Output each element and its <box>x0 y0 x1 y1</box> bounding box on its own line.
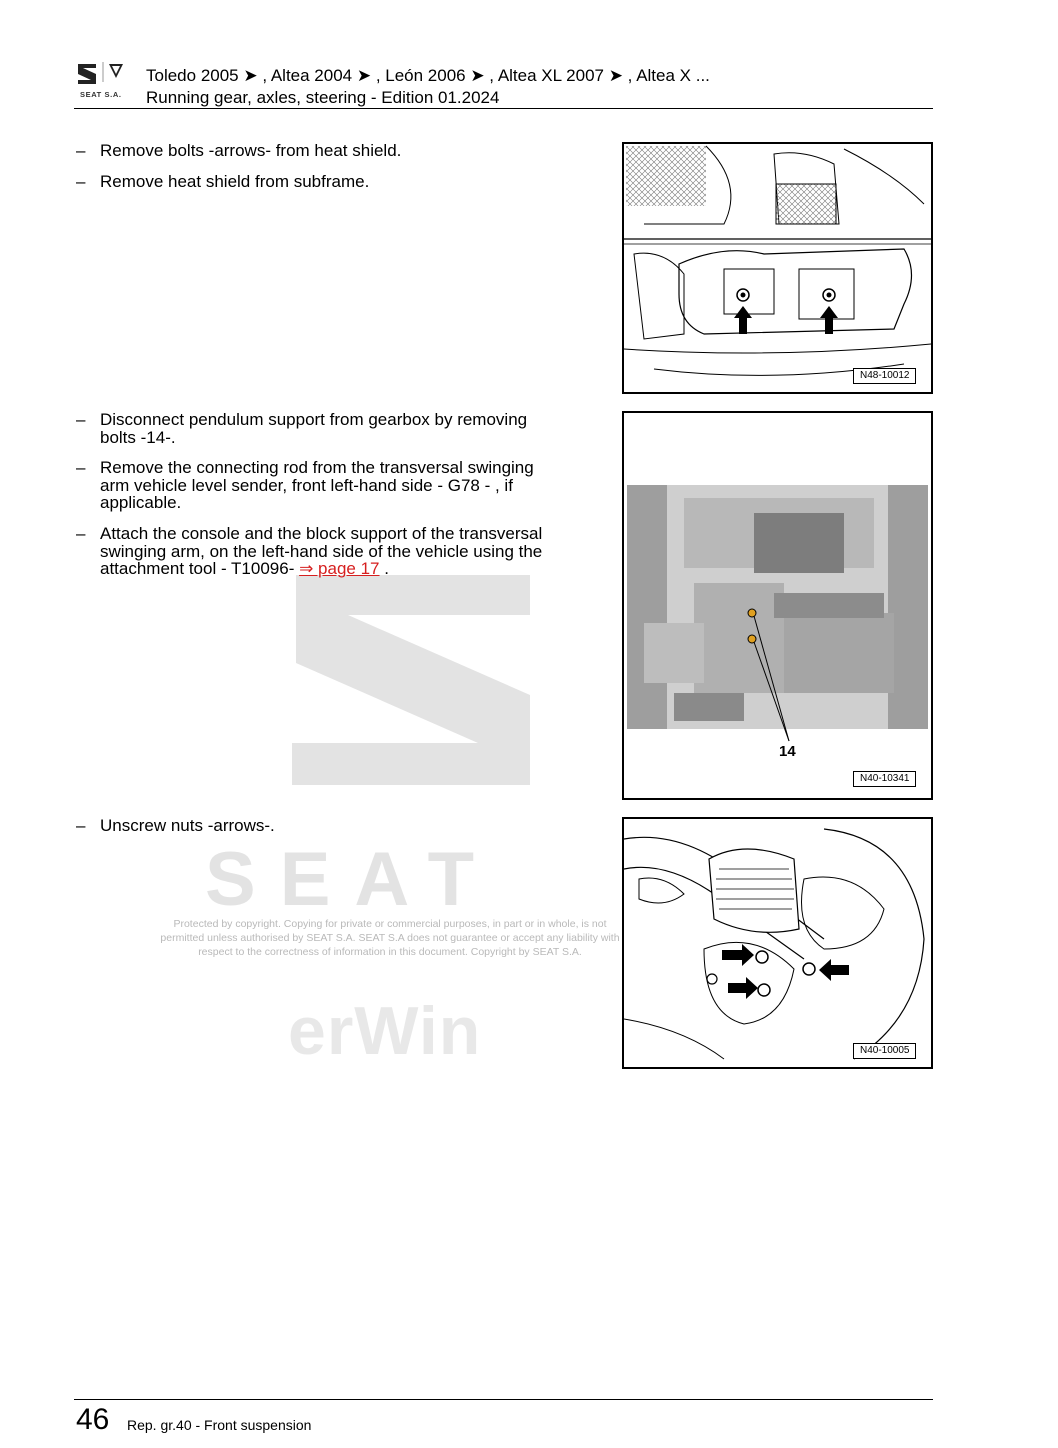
step-remove-heat-shield: – Remove heat shield from subframe. <box>76 172 370 191</box>
step-disconnect-pendulum: – Disconnect pendulum support from gearbox by removing bolts -14-. <box>76 410 528 447</box>
figure-pendulum-support <box>622 411 933 800</box>
brand-subtitle: SEAT S.A. <box>80 90 122 99</box>
figure-code: N40-10341 <box>853 771 916 787</box>
heat-shield-illustration <box>624 144 931 392</box>
callout-14: 14 <box>779 743 796 760</box>
header-edition: Running gear, axles, steering - Edition 01.2024 <box>146 88 500 107</box>
step-attach-console: – Attach the console and the block support of the transversal swinging arm, on the left-hand side of the vehicle using the attachment tool - T10096- ⇒ page 17 . <box>76 524 543 578</box>
footer-divider <box>74 1399 933 1400</box>
unscrew-nuts-illustration <box>624 819 931 1067</box>
seat-watermark-logo <box>288 575 533 785</box>
step-unscrew-nuts: – Unscrew nuts -arrows-. <box>76 816 275 835</box>
page-17-link[interactable]: ⇒ page 17 <box>299 559 380 578</box>
step-remove-connecting-rod: – Remove the connecting rod from the transversal swinging arm vehicle level sender, front left-hand side - G78 - , if applicable. <box>76 458 534 512</box>
erwin-watermark: erWin <box>288 993 482 1069</box>
copyright-watermark: Protected by copyright. Copying for private or commercial purposes, in part or in whole, is not permitted unless authorised by SEAT S.A. SEAT S.A does not guarantee or accept any liability with respect to the correctness of information in this document. Copyright by SEAT S.A. <box>160 918 620 958</box>
page-number: 46 <box>76 1403 110 1436</box>
seat-watermark-word: SEAT <box>205 837 499 922</box>
header-models: Toledo 2005 ➤ , Altea 2004 ➤ , León 2006 ➤ , Altea XL 2007 ➤ , Altea X ... <box>146 66 710 85</box>
step-remove-bolts: – Remove bolts -arrows- from heat shield. <box>76 141 402 160</box>
header-divider <box>74 108 933 109</box>
figure-code: N48-10012 <box>853 368 916 384</box>
pendulum-support-render <box>624 413 931 798</box>
footer-section: Rep. gr.40 - Front suspension <box>127 1417 312 1433</box>
figure-code: N40-10005 <box>853 1043 916 1059</box>
figure-heat-shield <box>622 142 933 394</box>
figure-unscrew-nuts <box>622 817 933 1069</box>
